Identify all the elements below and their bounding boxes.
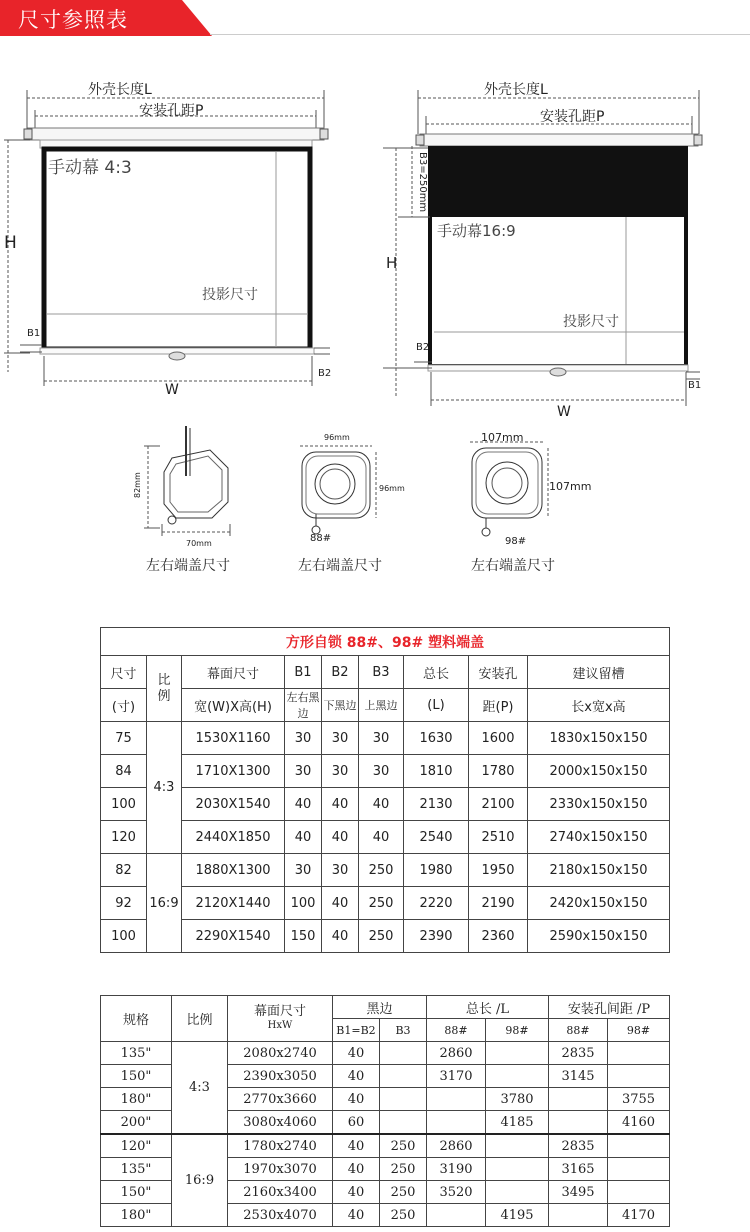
t2-spec-cell: 135": [101, 1158, 172, 1181]
endcap-drawing-2: [300, 446, 376, 534]
t1-cell: 2540: [404, 821, 469, 854]
t2-spec-cell: 180": [101, 1088, 172, 1111]
t1-size-cell: 84: [101, 755, 147, 788]
t2-header-b1b2: B1=B2: [333, 1019, 380, 1042]
t1-cell: 1530X1160: [182, 722, 285, 755]
t2-header-screen-label: 幕面尺寸: [253, 1003, 306, 1019]
t1-header-ratio: 比例: [147, 656, 182, 722]
t2-header-hole: 安装孔间距 /P: [549, 996, 670, 1019]
t2-cell: [486, 1065, 549, 1088]
t1-cell: 30: [322, 854, 359, 887]
table-row: [101, 821, 670, 854]
t1-cell: 2120X1440: [182, 887, 285, 920]
t1-cell: 40: [322, 887, 359, 920]
t2-cell: 3170: [427, 1065, 486, 1088]
t2-cell: [608, 1065, 670, 1088]
t1-cell: 1780: [469, 755, 528, 788]
page-title: 尺寸参照表: [18, 8, 128, 32]
t2-cell: 2860: [427, 1042, 486, 1065]
t1-cell: 40: [359, 821, 404, 854]
t1-cell: 30: [359, 755, 404, 788]
t2-header-total: 总长 /L: [427, 996, 549, 1019]
t2-cell: 4160: [608, 1111, 670, 1135]
endcap-drawing-1: [144, 426, 230, 536]
t1-cell: 40: [322, 920, 359, 953]
t2-spec-cell: 180": [101, 1204, 172, 1227]
t1-header-slot-sub: 长x宽x高: [528, 689, 670, 722]
t1-header-b2-sub: 下黑边: [322, 689, 359, 722]
t2-cell: [486, 1181, 549, 1204]
t2-cell: 4170: [608, 1204, 670, 1227]
t1-cell: 1950: [469, 854, 528, 887]
left-outer-length-label: 外壳长度L: [88, 82, 152, 98]
endcap2-caption: 左右端盖尺寸: [298, 558, 382, 574]
t1-header-b3: B3: [359, 656, 404, 689]
t2-cell: 2770x3660: [228, 1088, 333, 1111]
t1-cell: 2220: [404, 887, 469, 920]
t2-cell: 1780x2740: [228, 1134, 333, 1158]
endcap3-side-label: 107mm: [549, 480, 592, 493]
t1-cell: 2130: [404, 788, 469, 821]
t2-cell: 3145: [549, 1065, 608, 1088]
t2-cell: 2390x3050: [228, 1065, 333, 1088]
t2-cell: [380, 1111, 427, 1135]
t2-cell: 1970x3070: [228, 1158, 333, 1181]
t2-cell: 250: [380, 1204, 427, 1227]
t2-cell: [380, 1065, 427, 1088]
t1-size-cell: 100: [101, 788, 147, 821]
t2-header-screen-sub: HxW: [267, 1019, 293, 1031]
right-b3-label: B3=250mm: [417, 152, 428, 213]
t2-cell: 40: [333, 1204, 380, 1227]
left-b2-label: B2: [318, 368, 332, 379]
t2-cell: 40: [333, 1158, 380, 1181]
right-w-label: W: [557, 404, 571, 420]
endcap3-code-label: 98#: [505, 536, 527, 547]
t1-cell: 2390: [404, 920, 469, 953]
t1-size-cell: 120: [101, 821, 147, 854]
t1-header-hole-sub: 距(P): [469, 689, 528, 722]
t1-cell: 1880X1300: [182, 854, 285, 887]
t2-cell: 40: [333, 1134, 380, 1158]
t2-cell: [486, 1134, 549, 1158]
left-h-label: H: [4, 233, 17, 253]
t2-cell: 3755: [608, 1088, 670, 1111]
left-screen-label: 手动幕 4:3: [48, 158, 132, 178]
t2-ratio-cell: 4:3: [172, 1042, 228, 1135]
endcap3-caption: 左右端盖尺寸: [471, 558, 555, 574]
t1-cell: 30: [285, 722, 322, 755]
right-screen-diagram: [383, 90, 702, 406]
t2-cell: [486, 1042, 549, 1065]
table-row: [101, 854, 670, 887]
t2-cell: [608, 1042, 670, 1065]
t2-cell: 40: [333, 1181, 380, 1204]
t1-cell: 1630: [404, 722, 469, 755]
dimension-diagrams: [0, 36, 750, 626]
t2-ratio-cell: 16:9: [172, 1134, 228, 1227]
t1-header-screen: 幕面尺寸: [182, 656, 285, 689]
t1-cell: 30: [322, 755, 359, 788]
table-row: [101, 722, 670, 755]
right-outer-length-label: 外壳长度L: [484, 82, 548, 98]
t1-cell: 2290X1540: [182, 920, 285, 953]
t2-cell: 40: [333, 1088, 380, 1111]
t2-cell: 4195: [486, 1204, 549, 1227]
t1-cell: 2440X1850: [182, 821, 285, 854]
t1-cell: 1600: [469, 722, 528, 755]
t1-cell: 250: [359, 854, 404, 887]
t1-cell: 2190: [469, 887, 528, 920]
section-header: [0, 0, 750, 36]
t2-cell: 40: [333, 1042, 380, 1065]
t1-size-cell: 75: [101, 722, 147, 755]
t2-header-ratio: 比例: [172, 996, 228, 1042]
t1-cell: 40: [322, 788, 359, 821]
t2-cell: [427, 1088, 486, 1111]
t2-cell: [427, 1204, 486, 1227]
t1-cell: 2740x150x150: [528, 821, 670, 854]
right-h-label: H: [386, 254, 398, 272]
endcap1-caption: 左右端盖尺寸: [146, 558, 230, 574]
t2-cell: 3165: [549, 1158, 608, 1181]
t2-header-hole-88: 88#: [549, 1019, 608, 1042]
t1-header-total-sub: (L): [404, 689, 469, 722]
t1-ratio-cell: 4:3: [147, 722, 182, 854]
t1-cell: 100: [285, 887, 322, 920]
t2-cell: 2835: [549, 1042, 608, 1065]
t1-cell: 30: [359, 722, 404, 755]
t1-ratio-cell: 16:9: [147, 854, 182, 953]
right-hole-distance-label: 安装孔距P: [540, 109, 605, 125]
t1-cell: 30: [322, 722, 359, 755]
t2-cell: 4185: [486, 1111, 549, 1135]
left-b1-label: B1: [27, 328, 41, 339]
t1-cell: 40: [285, 821, 322, 854]
t2-cell: 3780: [486, 1088, 549, 1111]
t2-spec-cell: 120": [101, 1134, 172, 1158]
size-table-1: [100, 627, 670, 953]
t2-cell: [608, 1158, 670, 1181]
t2-cell: [380, 1088, 427, 1111]
endcap2-side-label: 96mm: [379, 484, 405, 493]
left-hole-distance-label: 安装孔距P: [139, 103, 204, 119]
t2-cell: [486, 1158, 549, 1181]
t1-cell: 150: [285, 920, 322, 953]
t2-cell: 250: [380, 1158, 427, 1181]
t2-spec-cell: 135": [101, 1042, 172, 1065]
t2-cell: [549, 1088, 608, 1111]
right-b1-label: B1: [688, 380, 702, 391]
table-row: [101, 887, 670, 920]
t1-cell: 1830x150x150: [528, 722, 670, 755]
t1-cell: 40: [285, 788, 322, 821]
t2-header-screen: [228, 996, 333, 1042]
t1-cell: 2590x150x150: [528, 920, 670, 953]
left-screen-diagram: [4, 90, 330, 386]
endcap2-code-label: 88#: [310, 533, 332, 544]
t2-cell: 3520: [427, 1181, 486, 1204]
t1-cell: 2420x150x150: [528, 887, 670, 920]
t2-spec-cell: 150": [101, 1065, 172, 1088]
t1-header-hole: 安装孔: [469, 656, 528, 689]
t2-cell: 3495: [549, 1181, 608, 1204]
t1-cell: 250: [359, 887, 404, 920]
t2-header-total-88: 88#: [427, 1019, 486, 1042]
t1-header-total: 总长: [404, 656, 469, 689]
t2-cell: 2860: [427, 1134, 486, 1158]
t1-cell: 2330x150x150: [528, 788, 670, 821]
table-row: [101, 920, 670, 953]
t2-spec-cell: 150": [101, 1181, 172, 1204]
t2-cell: 250: [380, 1134, 427, 1158]
t1-cell: 40: [322, 821, 359, 854]
t2-cell: 3190: [427, 1158, 486, 1181]
t1-header-size-unit: (寸): [101, 689, 147, 722]
t2-cell: 60: [333, 1111, 380, 1135]
t2-cell: [427, 1111, 486, 1135]
t1-cell: 2510: [469, 821, 528, 854]
header-divider: [210, 34, 750, 35]
t2-cell: 2160x3400: [228, 1181, 333, 1204]
t1-header-b2: B2: [322, 656, 359, 689]
t1-size-cell: 82: [101, 854, 147, 887]
t2-cell: 40: [333, 1065, 380, 1088]
endcap3-top-label: 107mm: [481, 431, 524, 444]
t1-cell: 2360: [469, 920, 528, 953]
t2-header-black: 黑边: [333, 996, 427, 1019]
t1-cell: 30: [285, 755, 322, 788]
t1-size-cell: 100: [101, 920, 147, 953]
t2-cell: 2530x4070: [228, 1204, 333, 1227]
t1-header-b1: B1: [285, 656, 322, 689]
table-row: [101, 788, 670, 821]
t1-header-b3-sub: 上黑边: [359, 689, 404, 722]
t1-cell: 1980: [404, 854, 469, 887]
t1-cell: 2180x150x150: [528, 854, 670, 887]
t1-cell: 1810: [404, 755, 469, 788]
t2-cell: 250: [380, 1181, 427, 1204]
t1-cell: 40: [359, 788, 404, 821]
t1-cell: 1710X1300: [182, 755, 285, 788]
left-projection-size-label: 投影尺寸: [202, 287, 258, 303]
t2-cell: [549, 1111, 608, 1135]
table-row: [101, 755, 670, 788]
endcap-drawing-3: [470, 442, 548, 536]
t2-cell: [549, 1204, 608, 1227]
right-projection-size-label: 投影尺寸: [563, 314, 619, 330]
t2-header-hole-98: 98#: [608, 1019, 670, 1042]
t1-header-b1-sub: 左右黑边: [285, 689, 322, 722]
right-b2-label: B2: [416, 342, 430, 353]
t2-header-total-98: 98#: [486, 1019, 549, 1042]
t1-cell: 2030X1540: [182, 788, 285, 821]
left-w-label: W: [165, 382, 179, 398]
t2-cell: [608, 1134, 670, 1158]
t1-header-slot: 建议留槽: [528, 656, 670, 689]
size-table-2: [100, 995, 670, 1227]
endcap2-top-label: 96mm: [324, 433, 350, 442]
t1-header-size: 尺寸: [101, 656, 147, 689]
t1-cell: 2000x150x150: [528, 755, 670, 788]
t2-cell: 2835: [549, 1134, 608, 1158]
table1-caption: 方形自锁 88#、98# 塑料端盖: [101, 628, 670, 656]
endcap1-height-label: 82mm: [133, 472, 142, 498]
t2-spec-cell: 200": [101, 1111, 172, 1135]
t2-cell: 3080x4060: [228, 1111, 333, 1135]
t2-header-b3: B3: [380, 1019, 427, 1042]
t1-header-screen-sub: 宽(W)X高(H): [182, 689, 285, 722]
t2-cell: [608, 1181, 670, 1204]
t1-cell: 250: [359, 920, 404, 953]
t1-size-cell: 92: [101, 887, 147, 920]
t2-cell: 2080x2740: [228, 1042, 333, 1065]
table-row: [101, 1042, 670, 1065]
right-screen-label: 手动幕16:9: [437, 222, 516, 240]
t2-cell: [380, 1042, 427, 1065]
t1-cell: 2100: [469, 788, 528, 821]
t2-header-spec: 规格: [101, 996, 172, 1042]
t1-cell: 30: [285, 854, 322, 887]
table-row: [101, 1134, 670, 1158]
endcap1-width-label: 70mm: [186, 539, 212, 548]
